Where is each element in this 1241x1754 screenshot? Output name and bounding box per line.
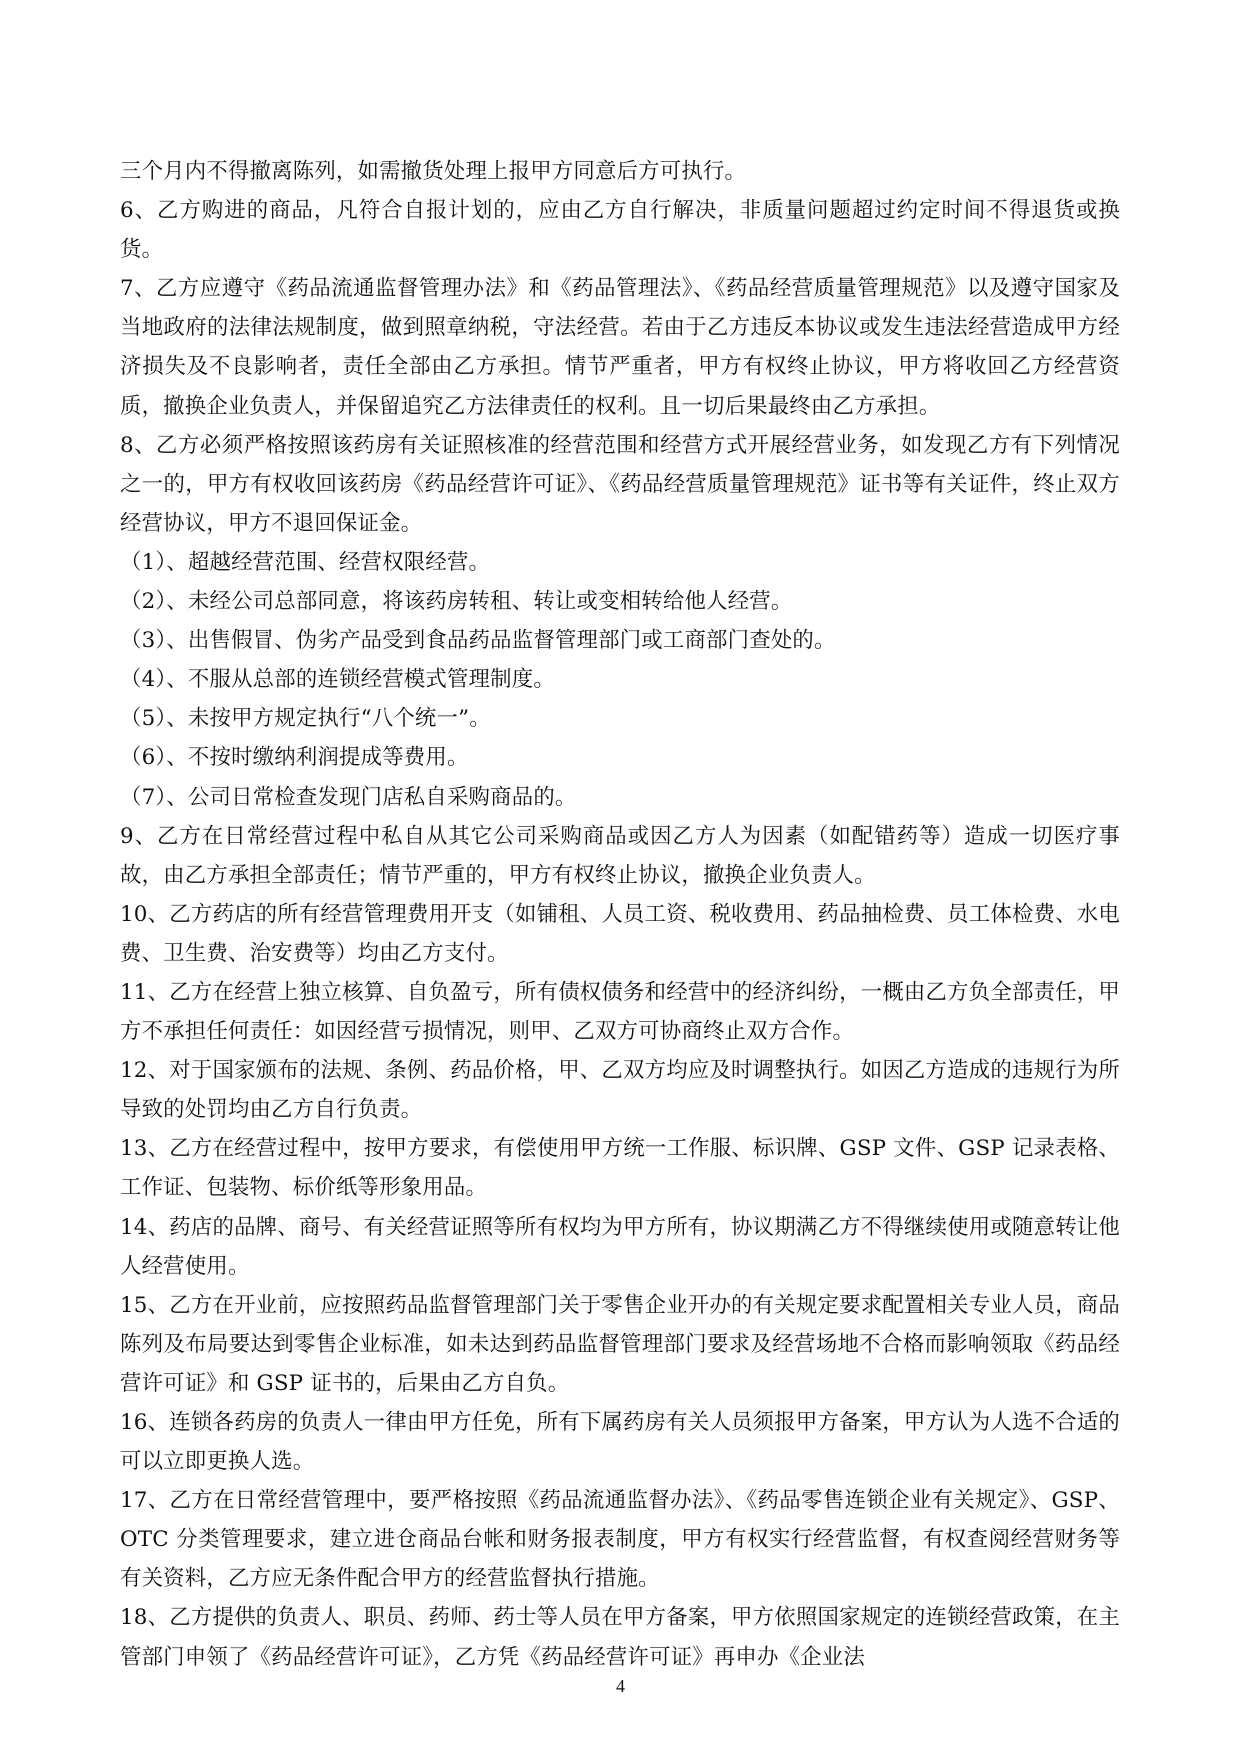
clause-8-item-5: （5）、未按甲方规定执行“八个统一”。 [120,706,491,732]
clause-8-item-2: （2）、未经公司总部同意，将该药房转租、转让或变相转给他人经营。 [120,589,793,615]
clause-18: 18、乙方提供的负责人、职员、药师、药士等人员在甲方备案，甲方依照国家规定的连锁经营政策，在主管部门申领了《药品经营许可证》，乙方凭《药品经营许可证》再申办《企业法 [120,1605,1120,1670]
clause-13: 13、乙方在经营过程中，按甲方要求，有偿使用甲方统一工作服、标识牌、GSP 文件、GSP 记录表格、工作证、包装物、标价纸等形象用品。 [120,1136,1120,1201]
clause-8-item-6: （6）、不按时缴纳利润提成等费用。 [120,745,469,771]
clause-8: 8、乙方必须严格按照该药房有关证照核准的经营范围和经营方式开展经营业务，如发现乙方有下列情况之一的，甲方有权收回该药房《药品经营许可证》、《药品经营质量管理规范》证书等有关证件，终止双方经营协议，甲方不退回保证金。 [120,432,1120,536]
clause-6: 6、乙方购进的商品，凡符合自报计划的，应由乙方自行解决，非质量问题超过约定时间不得退货或换货。 [120,198,1120,263]
clause-7: 7、乙方应遵守《药品流通监督管理办法》和《药品管理法》、《药品经营质量管理规范》以及遵守国家及当地政府的法律法规制度，做到照章纳税，守法经营。若由于乙方违反本协议或发生违法经营造成甲方经济损失及不良影响者，责任全部由乙方承担。情节严重者，甲方有权终止协议，甲方将收回乙方经营资质，撤换企业负责人，并保留追究乙方法律责任的权利。且一切后果最终由乙方承担。 [120,276,1120,419]
clause-8-item-3: （3）、出售假冒、伪劣产品受到食品药品监督管理部门或工商部门查处的。 [120,628,836,654]
page-number: 4 [616,1676,625,1696]
clause-16: 16、连锁各药房的负责人一律由甲方任免，所有下属药房有关人员须报甲方备案，甲方认为人选不合适的可以立即更换人选。 [120,1410,1120,1475]
clause-8-item-4: （4）、不服从总部的连锁经营模式管理制度。 [120,667,555,693]
paragraph-continuation: 三个月内不得撤离陈列，如需撤货处理上报甲方同意后方可执行。 [120,159,747,184]
clause-9: 9、乙方在日常经营过程中私自从其它公司采购商品或因乙方人为因素（如配错药等）造成一切医疗事故，由乙方承担全部责任；情节严重的，甲方有权终止协议，撤换企业负责人。 [120,823,1120,888]
clause-15: 15、乙方在开业前，应按照药品监督管理部门关于零售企业开办的有关规定要求配置相关专业人员，商品陈列及布局要达到零售企业标准，如未达到药品监督管理部门要求及经营场地不合格而影响领取《药品经营许可证》和 GSP 证书的，后果由乙方自负。 [120,1292,1120,1396]
clause-17: 17、乙方在日常经营管理中，要严格按照《药品流通监督办法》、《药品零售连锁企业有关规定》、GSP、OTC 分类管理要求，建立进仓商品台帐和财务报表制度，甲方有权实行经营监督，有权查阅经营财务等有关资料，乙方应无条件配合甲方的经营监督执行措施。 [120,1488,1120,1592]
clause-11: 11、乙方在经营上独立核算、自负盈亏，所有债权债务和经营中的经济纠纷，一概由乙方负全部责任，甲方不承担任何责任：如因经营亏损情况，则甲、乙双方可协商终止双方合作。 [120,979,1120,1045]
clause-14: 14、药店的品牌、商号、有关经营证照等所有权均为甲方所有，协议期满乙方不得继续使用或随意转让他人经营使用。 [120,1214,1120,1279]
clause-8-item-1: （1）、超越经营范围、经营权限经营。 [120,549,491,575]
clause-8-item-7: （7）、公司日常检查发现门店私自采购商品的。 [120,784,577,810]
document-body [120,152,1120,1677]
clause-10: 10、乙方药店的所有经营管理费用开支（如铺租、人员工资、税收费用、药品抽检费、员工体检费、水电费、卫生费、治安费等）均由乙方支付。 [120,901,1120,966]
clause-12: 12、对于国家颁布的法规、条例、药品价格，甲、乙双方均应及时调整执行。如因乙方造成的违规行为所导致的处罚均由乙方自行负责。 [120,1058,1120,1123]
